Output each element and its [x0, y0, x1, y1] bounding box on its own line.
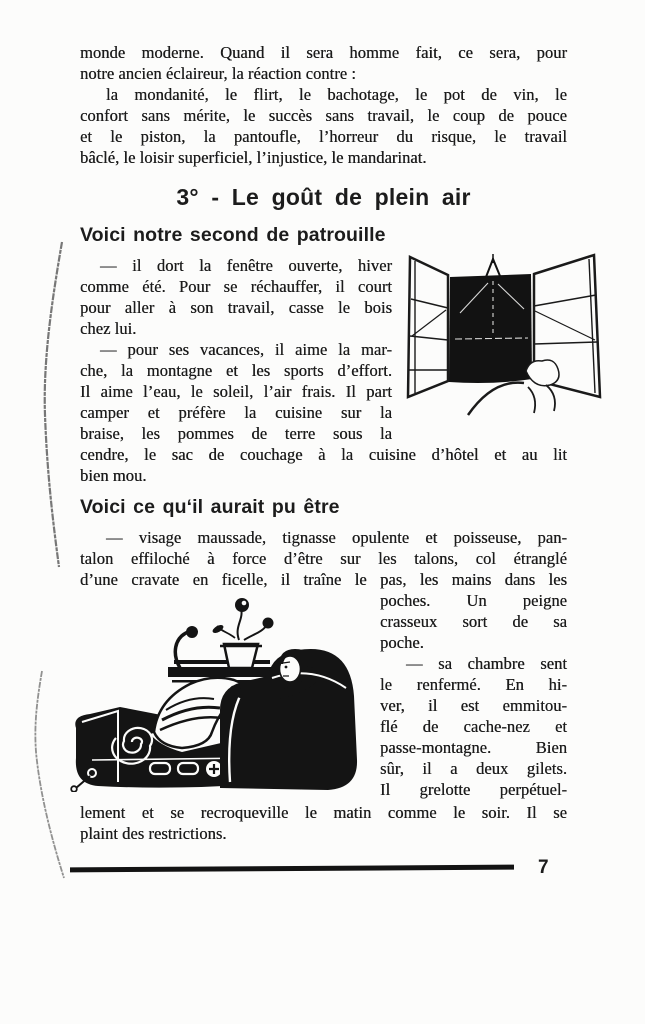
text-line: talon effiloché à force d’être sur les talons, col étranglé — [80, 549, 567, 568]
text-line: che, la montagne et les sports d’effort. — [80, 361, 392, 380]
text-line: confort sans mérite, le succès sans travail, le coup de pouce — [80, 106, 567, 125]
text-line: comme été. Pour se réchauffer, il court — [80, 277, 392, 296]
text-line: d’une cravate en ficelle, il traîne le pas, les mains dans les — [80, 570, 567, 589]
man-in-armchair-icon — [62, 592, 358, 792]
section1-text-wrap-zone — [80, 255, 567, 444]
window-left-casement — [408, 257, 448, 397]
text-line: flé de cache-nez et — [380, 717, 567, 736]
text-line: crasseux sort de sa — [380, 612, 567, 631]
section1-paragraph-3 — [80, 339, 392, 444]
text-line: Il grelotte perpétuel- — [380, 780, 567, 799]
text-line: ver, il est emmitou- — [380, 696, 567, 715]
text-line: braise, les pommes de terre sous la — [80, 424, 392, 443]
section1-paragraph-2 — [80, 255, 392, 339]
text-line: poches. Un peigne — [380, 591, 567, 610]
text-line: notre ancien éclaireur, la réaction contre : — [80, 64, 356, 83]
window-dark-interior — [449, 274, 532, 383]
text-line: pour aller à son travail, casse le bois — [80, 298, 392, 317]
text-line: plaint des restrictions. — [80, 824, 227, 843]
intro-paragraph-1 — [80, 42, 567, 84]
flower-pot-icon — [211, 598, 273, 668]
spire-icon — [486, 254, 500, 277]
section2-paragraph-1 — [80, 527, 567, 590]
text-line: la mondanité, le flirt, le bachotage, le pot de vin, le — [106, 85, 567, 104]
intro-paragraph-2 — [80, 84, 567, 168]
page-content — [80, 42, 567, 879]
text-line: bâclé, le loisir superficiel, l’injustice, le mandarinat. — [80, 148, 427, 167]
open-window-illustration — [398, 251, 613, 423]
chapter-title: 3° - Le goût de plein air — [176, 184, 471, 210]
binding-mark-upper — [45, 242, 62, 567]
text-line: lement et se recroqueville le matin comme le soir. Il se — [80, 803, 567, 822]
section2-right-column — [380, 590, 567, 800]
text-line: — sa chambre sent — [406, 654, 567, 673]
section-aurait-pu-etre — [80, 496, 567, 844]
section2-paragraph-2 — [380, 653, 567, 800]
text-line: Il aime l’eau, le soleil, l’air frais. Il part — [80, 382, 392, 401]
text-line: sûr, il a deux gilets. — [380, 759, 567, 778]
text-line: passe-montagne. Bien — [380, 738, 567, 757]
text-line: le renfermé. En hi- — [380, 675, 567, 694]
section1-heading: Voici notre second de patrouille — [80, 224, 386, 246]
section-plein-air — [80, 224, 567, 486]
section2-heading: Voici ce qu‘il aurait pu être — [80, 496, 340, 518]
page-number: 7 — [538, 857, 550, 878]
footer-rule — [70, 864, 514, 872]
text-line: — il dort la fenêtre ouverte, hiver — [100, 256, 392, 275]
text-line: bien mou. — [80, 466, 147, 485]
text-line: monde moderne. Quand il sera homme fait, ce sera, pour — [80, 43, 567, 62]
text-line: — pour ses vacances, il aime la mar- — [100, 340, 392, 359]
armchair-illustration — [62, 592, 358, 792]
open-window-icon — [398, 251, 613, 423]
section2-paragraph-1-cont — [380, 590, 567, 653]
text-line: chez lui. — [80, 319, 137, 338]
text-line: camper et préfère la cuisine sur la — [80, 403, 392, 422]
binding-mark-lower — [35, 671, 64, 878]
text-line: cendre, le sac de couchage à la cuisine d’hôtel et au lit — [80, 445, 567, 464]
section2-paragraph-2-end — [80, 802, 567, 844]
text-line: et le piston, la pantoufle, l’horreur du risque, le travail — [80, 127, 567, 146]
section1-paragraph-3-end — [80, 444, 567, 486]
page-footer — [80, 857, 567, 879]
section2-text-wrap-zone — [80, 590, 567, 802]
text-line: — visage maussade, tignasse opulente et poisseuse, pan- — [106, 528, 567, 547]
text-line: poche. — [380, 633, 424, 652]
